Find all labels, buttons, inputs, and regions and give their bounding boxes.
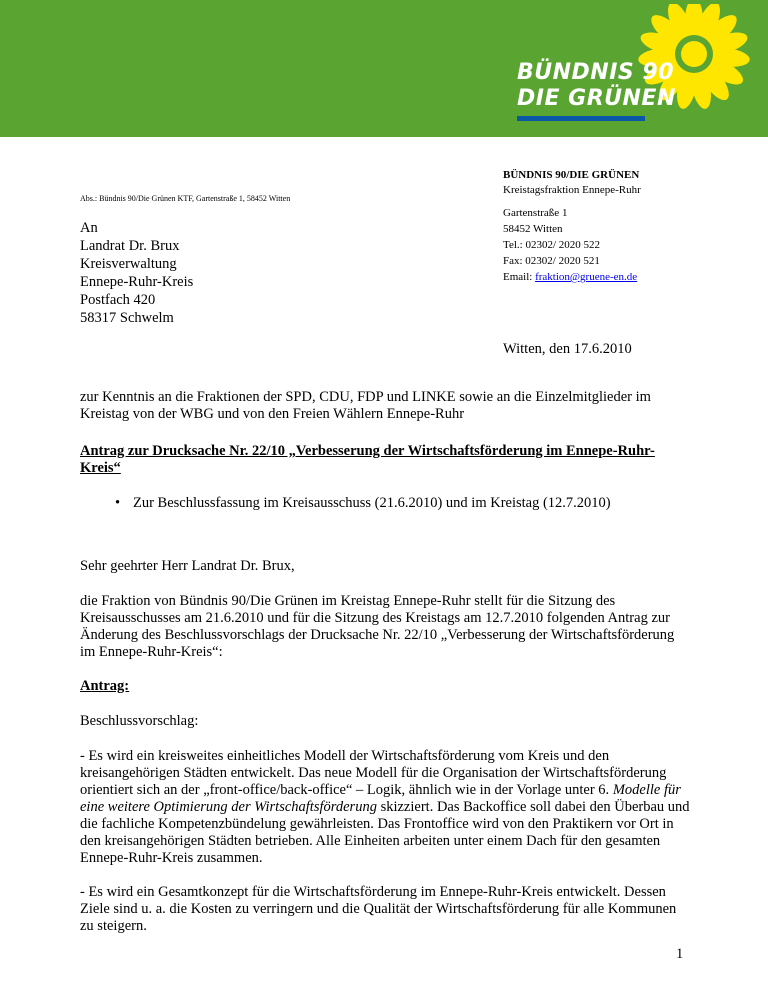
email-link[interactable]: fraktion@gruene-en.de xyxy=(535,271,638,283)
recipient-line: An xyxy=(80,220,98,236)
email-label: Email: xyxy=(503,271,533,283)
recipient-line: Kreisverwaltung xyxy=(80,256,177,272)
bullet-item: • Zur Beschlussfassung im Kreisausschuss (21.6.2010) und im Kreistag (12.7.2010) xyxy=(80,495,692,512)
sender-org: BÜNDNIS 90/DIE GRÜNEN xyxy=(503,169,640,181)
return-address-line: Abs.: Bündnis 90/Die Grünen KTF, Gartenstraße 1, 58452 Witten xyxy=(80,194,291,203)
intro-paragraph: die Fraktion von Bündnis 90/Die Grünen im Kreistag Ennepe-Ruhr stellt für die Sitzung des Kreisausschusses am 21.6.2010 und für die Sitzung des Kreistags am 12.7.2010 folgenden Antrag zur Änderung des Beschlussvorschlags der Drucksache Nr. 22/10 „Verbesserung der Wirtschaftsförderung im Ennepe-Ruhr-Kreis“: xyxy=(80,593,675,660)
antrag-heading: Antrag: xyxy=(80,678,130,694)
sender-street: Gartenstraße 1 xyxy=(503,207,568,219)
sender-faction: Kreistagsfraktion Ennepe-Ruhr xyxy=(503,184,641,196)
sender-header xyxy=(503,168,641,198)
beschluss-heading: Beschlussvorschlag: xyxy=(80,713,199,729)
paragraph-2: - Es wird ein Gesamtkonzept für die Wirtschaftsförderung im Ennepe-Ruhr-Kreis entwickelt. Dessen Ziele sind u. a. die Kosten zu verringern und die Qualität der Wirtschaftsförderung für alle Kommunen zu steigern. xyxy=(80,884,677,934)
sender-tel: Tel.: 02302/ 2020 522 xyxy=(503,239,601,251)
letter-body xyxy=(80,389,692,935)
sender-fax: Fax: 02302/ 2020 521 xyxy=(503,255,600,267)
recipient-line: Postfach 420 xyxy=(80,292,156,308)
recipient-line: 58317 Schwelm xyxy=(80,310,174,326)
logo-bar xyxy=(517,116,645,121)
motion-title: Antrag zur Drucksache Nr. 22/10 „Verbesserung der Wirtschaftsförderung im Ennepe-Ruhr-Kreis“ xyxy=(80,443,655,476)
recipient-line: Landrat Dr. Brux xyxy=(80,238,180,254)
salutation: Sehr geehrter Herr Landrat Dr. Brux, xyxy=(80,558,295,574)
cc-note: zur Kenntnis an die Fraktionen der SPD, CDU, FDP und LINKE sowie an die Einzelmitglieder im Kreistag von der WBG und von den Freien Wählern Ennepe-Ruhr xyxy=(80,389,651,422)
sender-address xyxy=(503,205,637,285)
paragraph-1-part2: skizziert. Das Backoffice soll dabei den Überbau und die fachliche Kompetenzbündelung gewährleisten. Das Frontoffice wird von den Praktikern vor Ort in den kreisangehörigen Städten betrieben. Alle Einheiten arbeiten unter einem Dach für den gesamten Ennepe-Ruhr-Kreis zusammen. xyxy=(80,799,690,866)
recipient-line: Ennepe-Ruhr-Kreis xyxy=(80,274,194,290)
paragraph-1-part1: - Es wird ein kreisweites einheitliches Modell der Wirtschaftsförderung vom Kreis und den kreisangehörigen Städten entwickelt. Das neue Modell für die Organisation der Wirtschaftsförderung orientiert sich an der „front-office/back-office“ – Logik, ähnlich wie in der Vorlage unter 6. xyxy=(80,748,667,798)
sender-email-row xyxy=(503,269,637,285)
paragraph-1 xyxy=(80,748,692,867)
sender-city: 58452 Witten xyxy=(503,223,563,235)
recipient-address xyxy=(80,219,193,327)
logo-text-line2: DIE GRÜNEN xyxy=(517,86,676,111)
letter-date: Witten, den 17.6.2010 xyxy=(503,341,632,357)
paragraph-1-italic: Modelle für eine weitere Optimierung der Wirtschaftsförderung xyxy=(80,782,681,815)
logo-text-line1: BÜNDNIS 90 xyxy=(517,60,675,85)
page-number: 1 xyxy=(676,946,684,962)
